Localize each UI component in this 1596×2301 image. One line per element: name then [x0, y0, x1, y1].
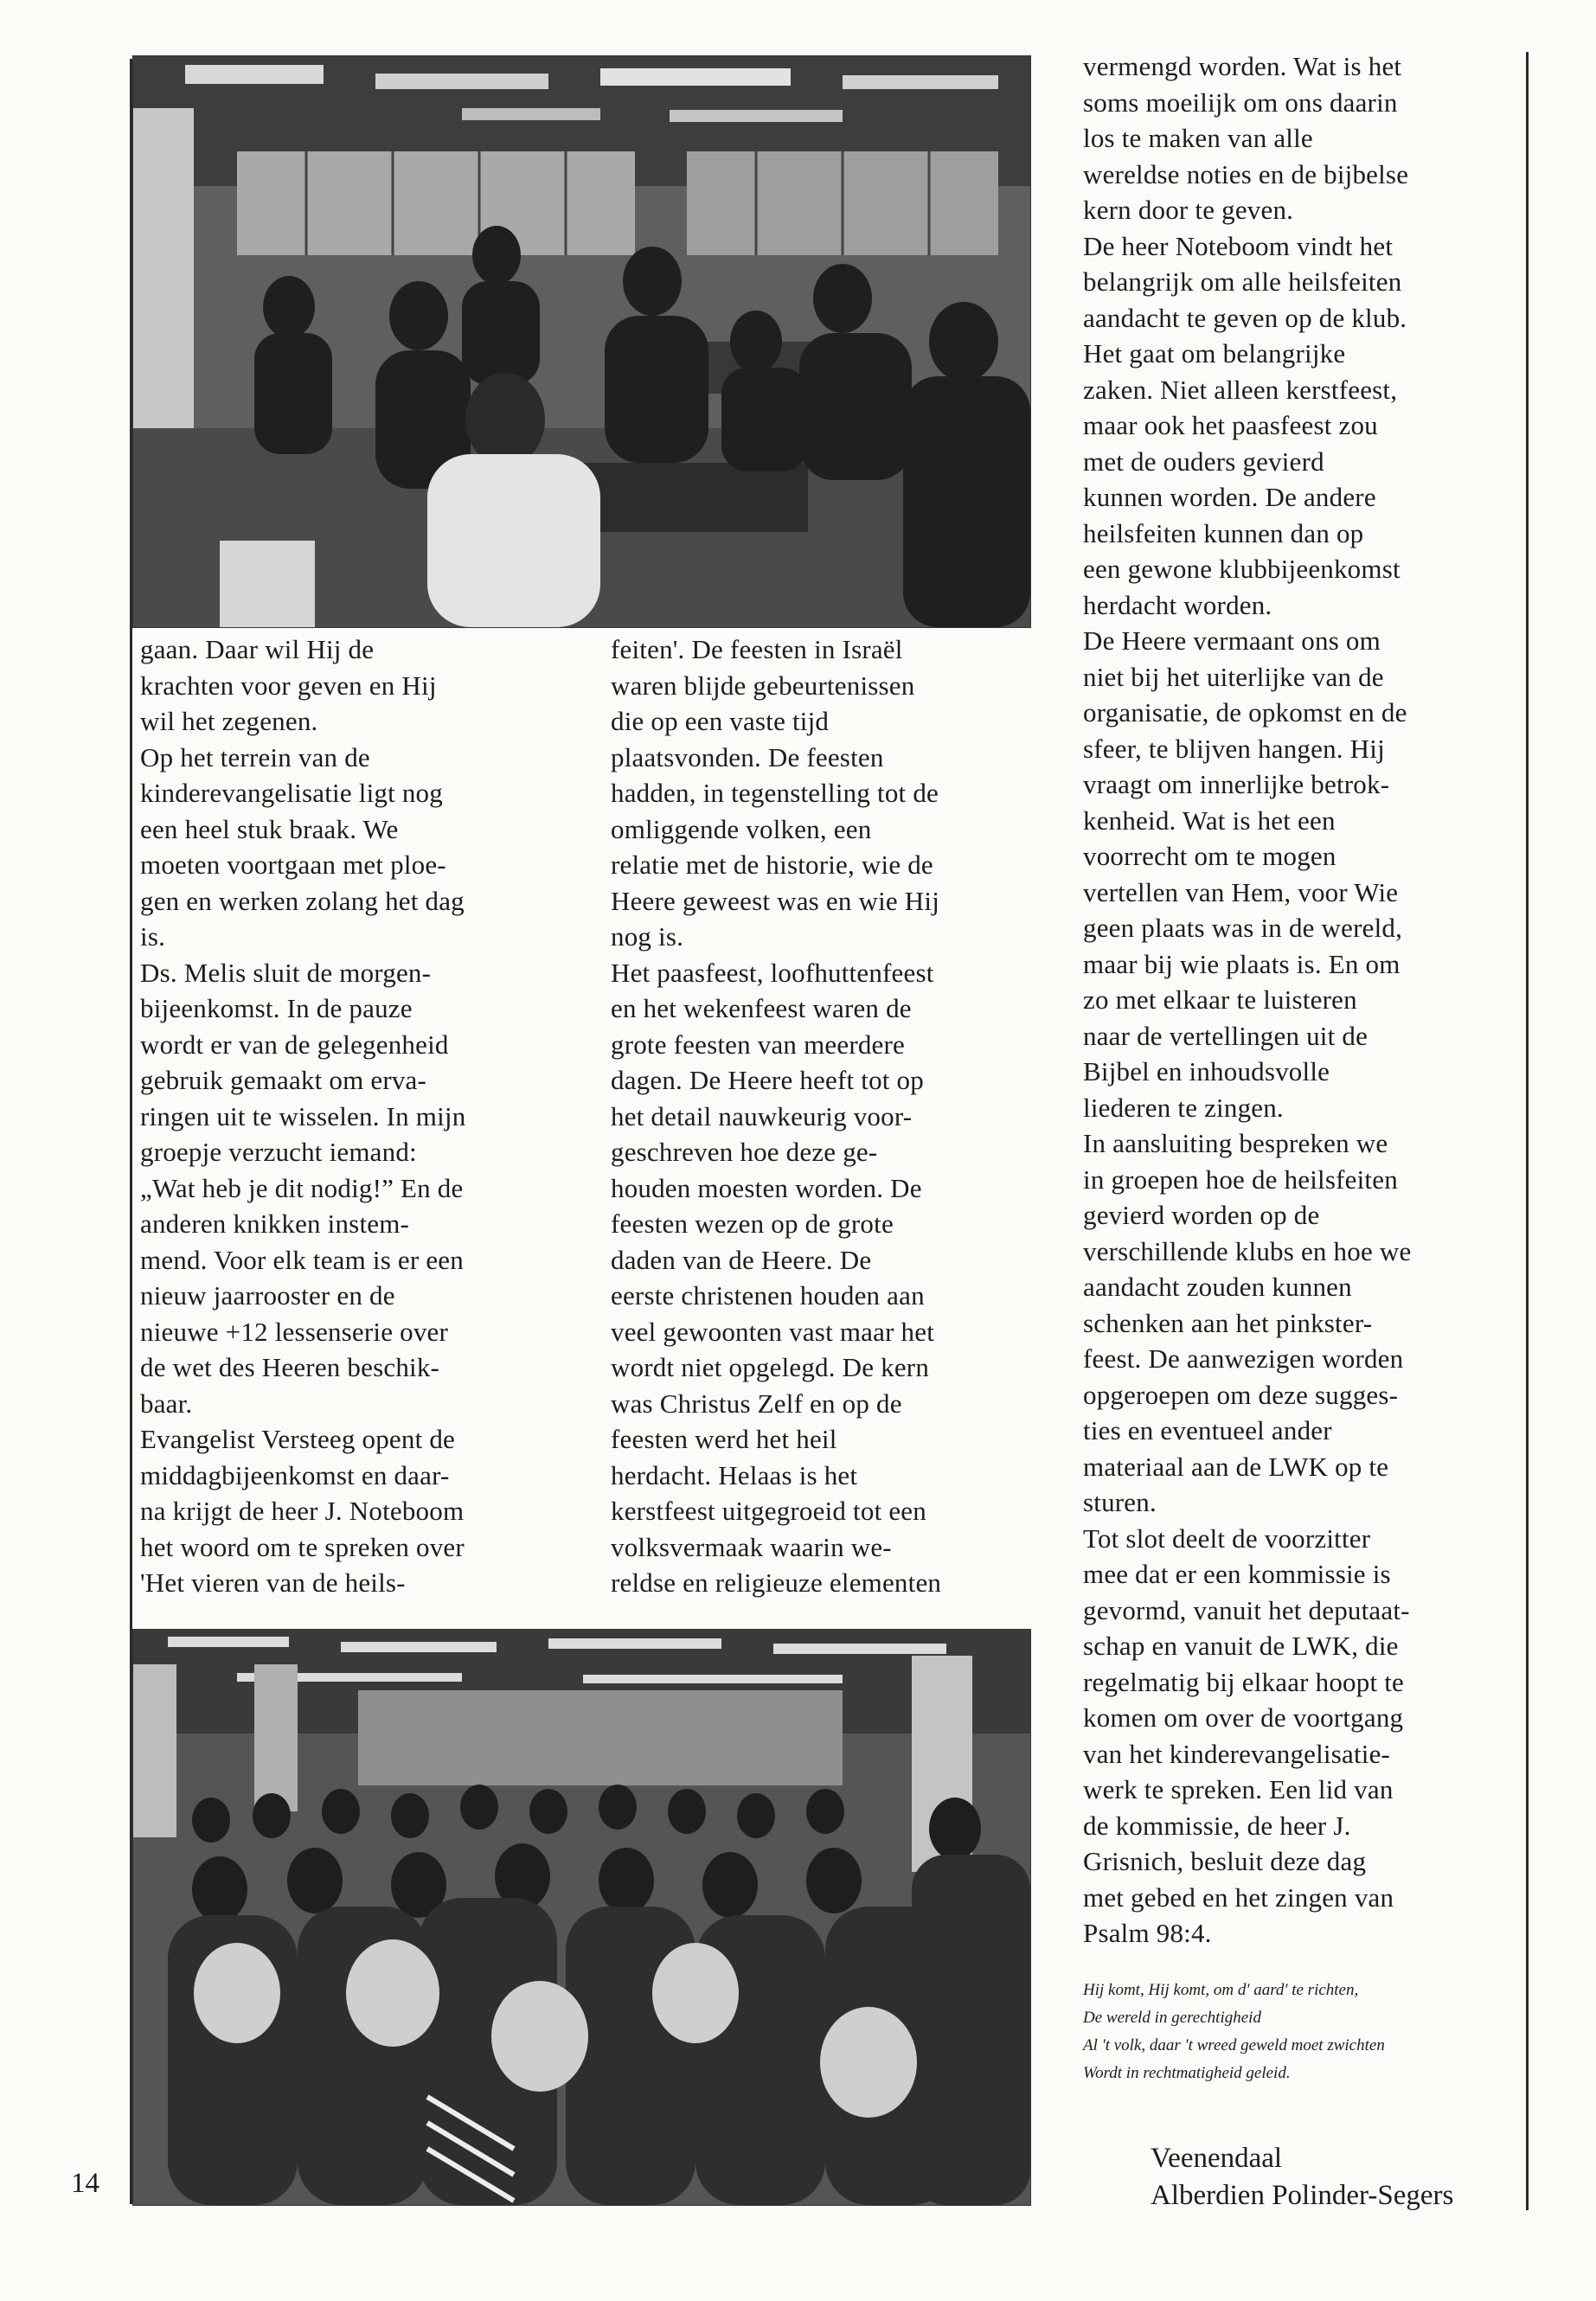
left-paragraph: gaan. Daar wil Hij de krachten voor geven en Hij wil het zegenen.: [140, 634, 437, 736]
middle-paragraph: Het paasfeest, loofhuttenfeest en het wekenfeest waren de grote feesten van meerdere dagen. De Heere heeft tot op het detail nauwkeurig voor- geschreven hoe deze ge- houden moesten worden. De feesten wezen op de grote daden van de Heere. De eerste christenen houden aan veel gewoonten vast maar het wordt niet opgelegd. De kern was Christus Zelf en op de feesten werd het heil herdacht. Helaas is het kerstfeest uitgegroeid tot een volksvermaak waarin we- reldse en religieuze elementen: [611, 957, 942, 1598]
middle-paragraph: feiten'. De feesten in Israël waren blijde gebeurtenissen die op een vaste tijd plaatsvonden. De feesten hadden, in tegenstelling tot de omliggende volken, een relatie met de historie, wie de Heere geweest was en wie Hij nog is.: [611, 634, 940, 952]
signature-block: [1151, 2140, 1522, 2214]
signature-author: Alberdien Polinder-Segers: [1151, 2180, 1454, 2211]
right-paragraph: In aansluiting bespreken we in groepen hoe de heilsfeiten gevierd worden op de verschillende klubs en hoe we aandacht zouden kunnen schenken aan het pinkster- feest. De aanwezigen worden opgeroepen om deze sugges- ties en eventueel ander materiaal aan de LWK op te sturen.: [1083, 1128, 1412, 1517]
right-paragraph: vermengd worden. Wat is het soms moeilijk om ons daarin los te maken van alle wereldse noties en de bijbelse kern door te geven.: [1083, 51, 1409, 225]
photo-meeting-room: [132, 55, 1031, 628]
photo-audience-hall: [132, 1629, 1031, 2206]
right-paragraph: De heer Noteboom vindt het belangrijk om alle heilsfeiten aandacht te geven op de klub. Het gaat om belangrijke zaken. Niet alleen kerstfeest, maar ook het paasfeest zou met de ouders gevierd kunnen worden. De andere heilsfeiten kunnen dan op een gewone klubbijeenkomst herdacht worden.: [1083, 230, 1407, 620]
right-margin-rule: [1526, 52, 1529, 2210]
left-paragraph: Evangelist Versteeg opent de middagbijeenkomst en daar- na krijgt de heer J. Noteboom het woord om te spreken over 'Het vieren van de heils-: [140, 1424, 465, 1598]
left-paragraph: Ds. Melis sluit de morgen- bijeenkomst. In de pauze wordt er van de gelegenheid gebruik gemaakt om erva- ringen uit te wisselen. In mijn groepje verzucht iemand: „Wat heb je dit nodig!” En de anderen knikken instem- mend. Voor elk team is er een nieuw jaarrooster en de nieuwe +12 lessenserie over de wet des Heeren beschik- baar.: [140, 957, 466, 1419]
column-left: [140, 631, 573, 1601]
right-paragraph: De Heere vermaant ons om niet bij het uiterlijke van de organisatie, de opkomst en de sfeer, te blijven hangen. Hij vraagt om innerlijke betrok- kenheid. Wat is het een voorrecht om te mogen vertellen van Hem, voor Wie geen plaats was in de wereld, maar bij wie plaats is. En om zo met elkaar te luisteren naar de vertellingen uit de Bijbel en inhoudsvolle liederen te zingen.: [1083, 625, 1407, 1123]
column-middle: [611, 631, 1043, 1601]
column-right: [1083, 48, 1520, 1952]
left-paragraph: Op het terrein van de kinderevangelisatie ligt nog een heel stuk braak. We moeten voortgaan met ploe- gen en werken zolang het dag is.: [140, 741, 465, 952]
right-paragraph: Tot slot deelt de voorzitter mee dat er een kommissie is gevormd, vanuit het deputaat- schap en vanuit de LWK, die regelmatig bij elkaar hoopt te komen om over de voortgang van het kinderevangelisatie- werk te spreken. Een lid van de kommissie, de heer J. Grisnich, besluit deze dag met gebed en het zingen van Psalm 98:4.: [1083, 1522, 1410, 1948]
page-number: 14: [71, 2168, 99, 2199]
signature-place: Veenendaal: [1151, 2143, 1283, 2174]
psalm-quote: Hij komt, Hij komt, om d' aard' te richten, De wereld in gerechtigheid Al 't volk, daar 't wreed geweld moet zwichten Wordt in rechtmatigheid geleid.: [1083, 1981, 1385, 2082]
